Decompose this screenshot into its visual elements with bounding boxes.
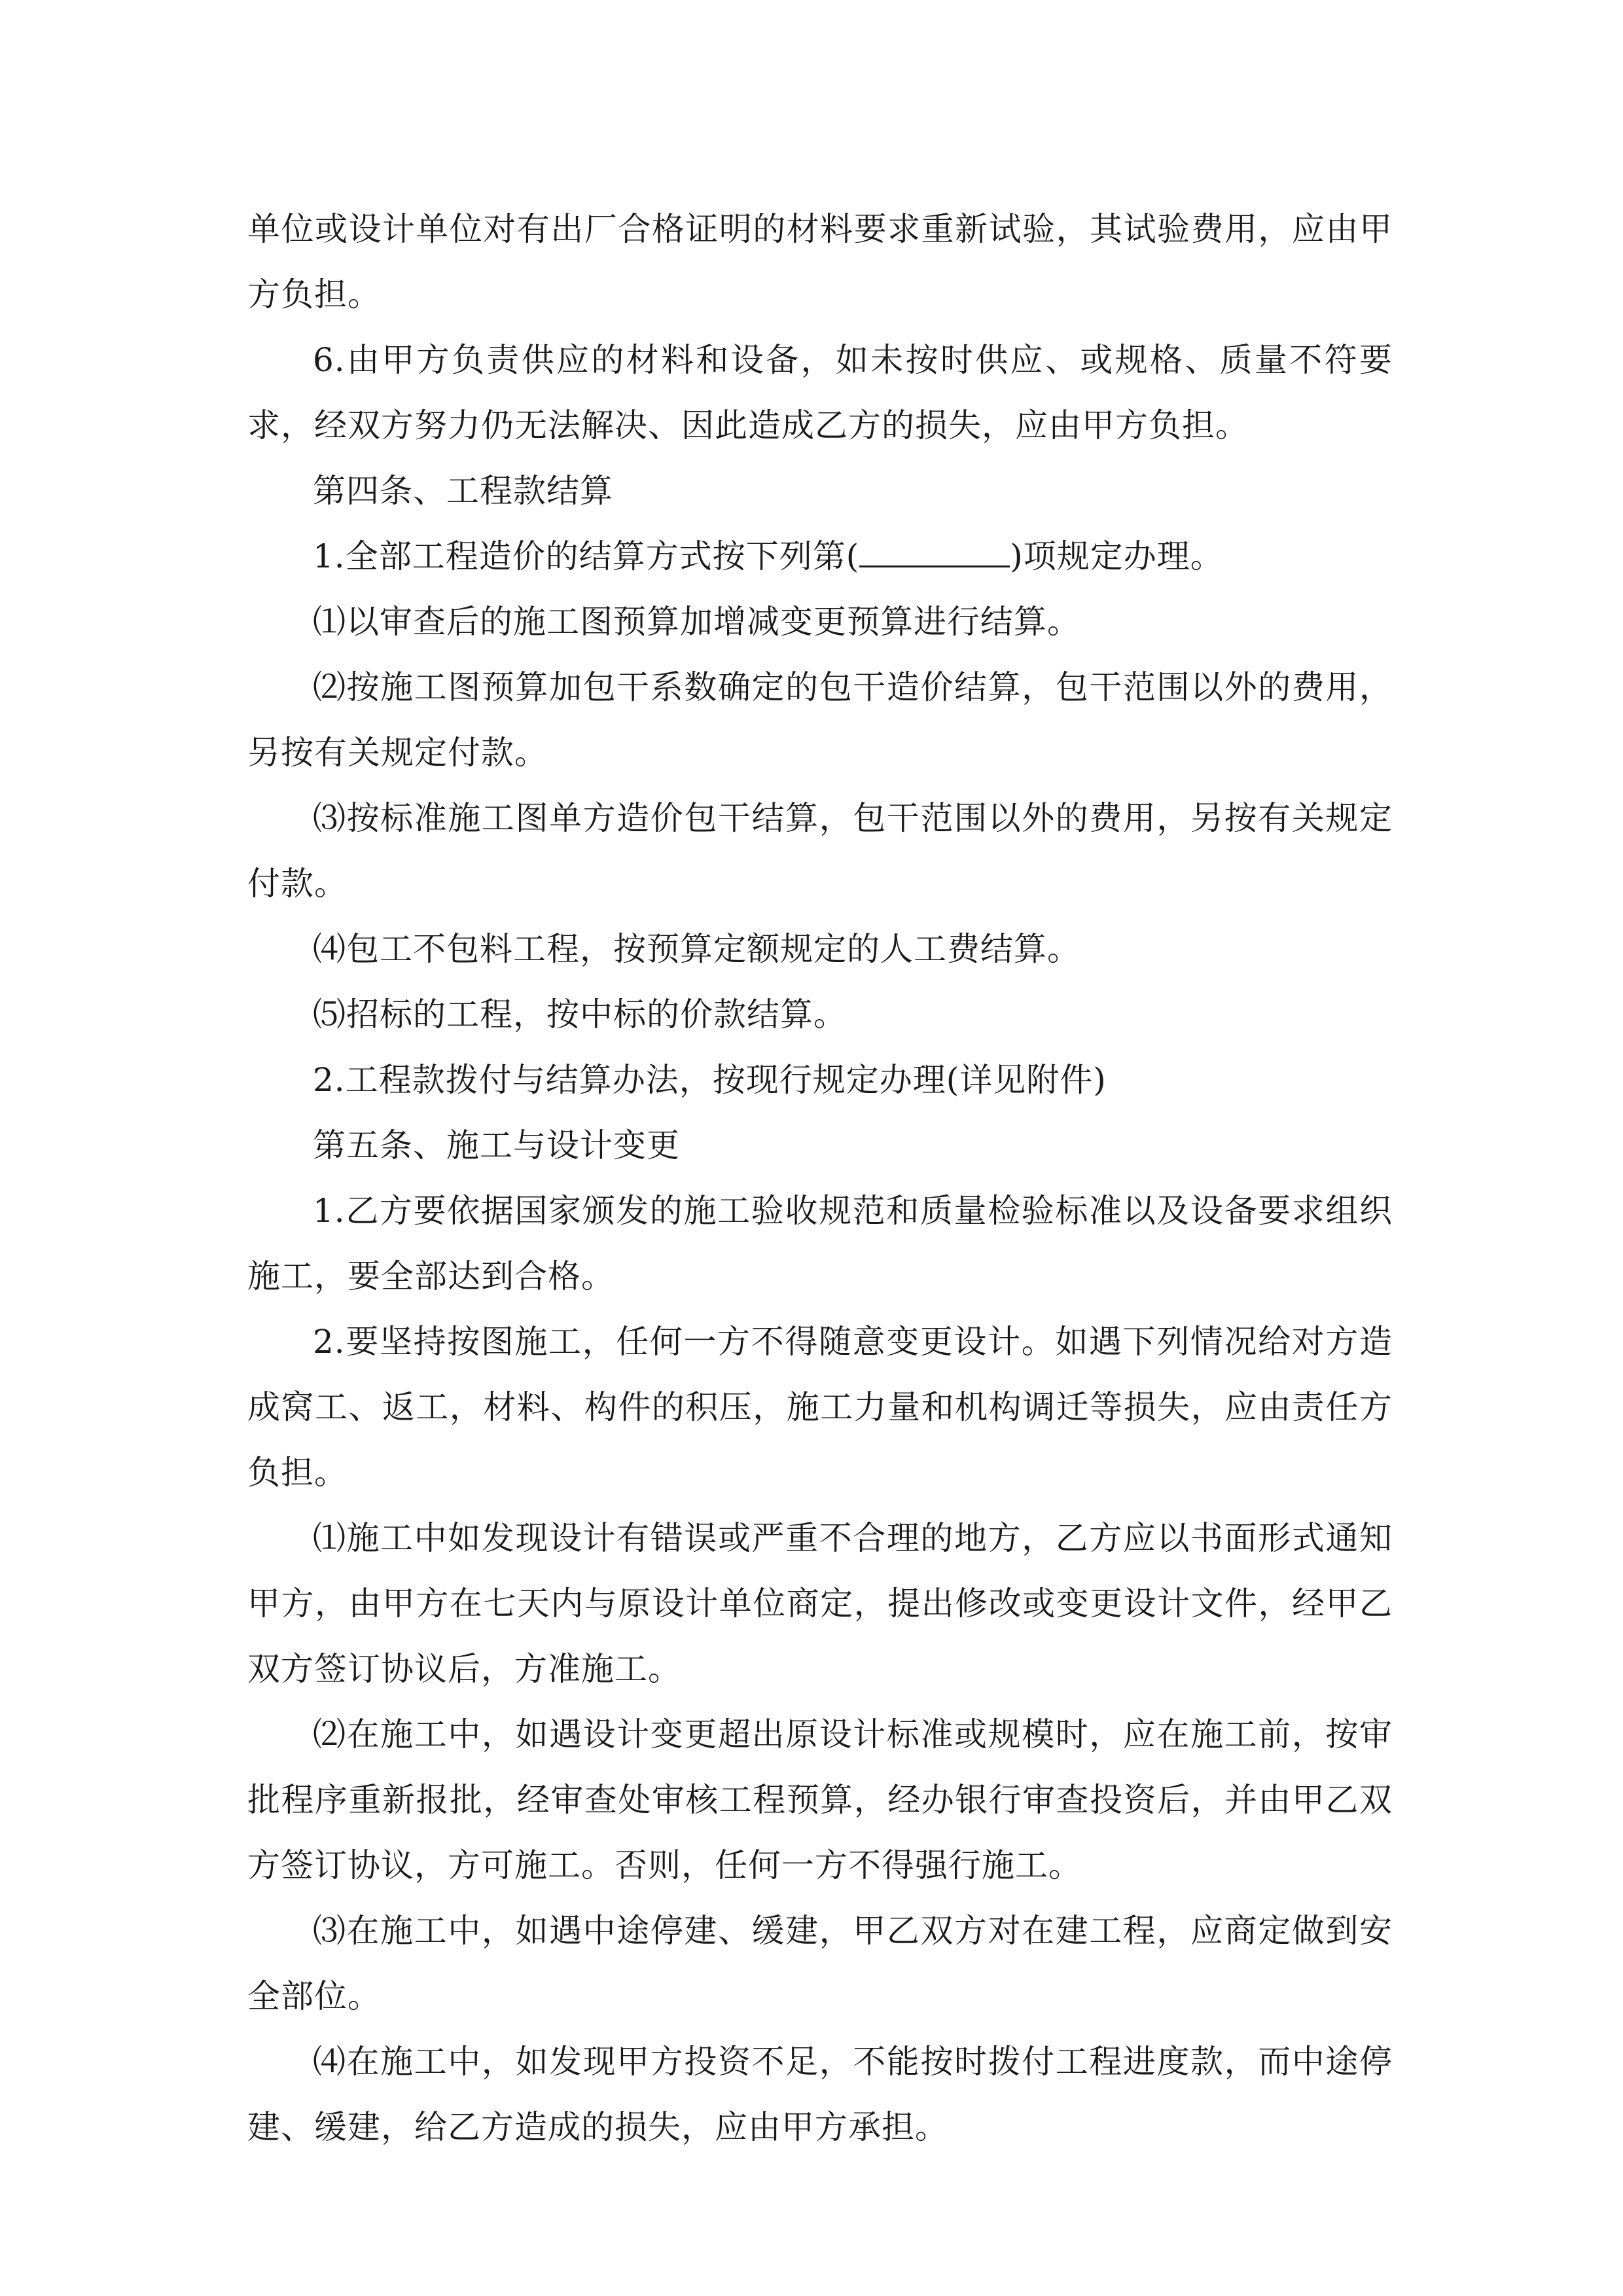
paragraph-design-change: ⑵在施工中，如遇设计变更超出原设计标准或规模时，应在施工前，按审批程序重新报批，经审查处审核工程预算，经办银行审查投资后，并由甲乙双方签订协议，方可施工。否则，任何一方不得强行施工。 [247, 1715, 1393, 1884]
paragraph-clause-6: 6.由甲方负责供应的材料和设备，如未按时供应、或规格、质量不符要求，经双方努力仍无法解决、因此造成乙方的损失，应由甲方负担。 [247, 341, 1393, 444]
settlement-method-suffix: )项规定办理。 [1010, 537, 1224, 575]
document-page [247, 196, 1393, 2160]
paragraph-item-3: ⑶按标准施工图单方造价包干结算，包干范围以外的费用，另按有关规定付款。 [247, 799, 1393, 903]
section-heading-article-5: 第五条、施工与设计变更 [313, 1126, 680, 1164]
paragraph-item-4: ⑷包工不包料工程，按预算定额规定的人工费结算。 [313, 930, 1080, 968]
paragraph-design-error: ⑴施工中如发现设计有错误或严重不合理的地方，乙方应以书面形式通知甲方，由甲方在七天内与原设计单位商定，提出修改或变更设计文件，经甲乙双方签订协议后，方准施工。 [247, 1519, 1393, 1688]
settlement-method-prefix: 1.全部工程造价的结算方式按下列第( [313, 537, 860, 575]
paragraph-insufficient-funds: ⑷在施工中，如发现甲方投资不足，不能按时拨付工程进度款，而中途停建、缓建，给乙方造成的损失，应由甲方承担。 [247, 2043, 1393, 2146]
paragraph-item-2: ⑵按施工图预算加包干系数确定的包干造价结算，包干范围以外的费用，另按有关规定付款。 [247, 668, 1393, 772]
paragraph-settlement-method [247, 524, 1393, 589]
paragraph-item-1: ⑴以审查后的施工图预算加增减变更预算进行结算。 [313, 603, 1080, 641]
paragraph-item-5: ⑸招标的工程，按中标的价款结算。 [313, 996, 847, 1033]
paragraph-suspension: ⑶在施工中，如遇中途停建、缓建，甲乙双方对在建工程，应商定做到安全部位。 [247, 1912, 1393, 2015]
section-heading-article-4: 第四条、工程款结算 [313, 472, 613, 510]
paragraph-construction-standards: 1.乙方要依据国家颁发的施工验收规范和质量检验标准以及设备要求组织施工，要全部达到合格。 [247, 1192, 1393, 1295]
blank-fill-field[interactable] [859, 535, 1010, 567]
paragraph-follow-drawings: 2.要坚持按图施工，任何一方不得随意变更设计。如遇下列情况给对方造成窝工、返工，材料、构件的积压，施工力量和机构调迁等损失，应由责任方负担。 [247, 1323, 1393, 1492]
paragraph-payment-method: 2.工程款拨付与结算办法，按现行规定办理(详见附件) [313, 1061, 1107, 1099]
paragraph-continuation: 单位或设计单位对有出厂合格证明的材料要求重新试验，其试验费用，应由甲方负担。 [247, 210, 1393, 314]
